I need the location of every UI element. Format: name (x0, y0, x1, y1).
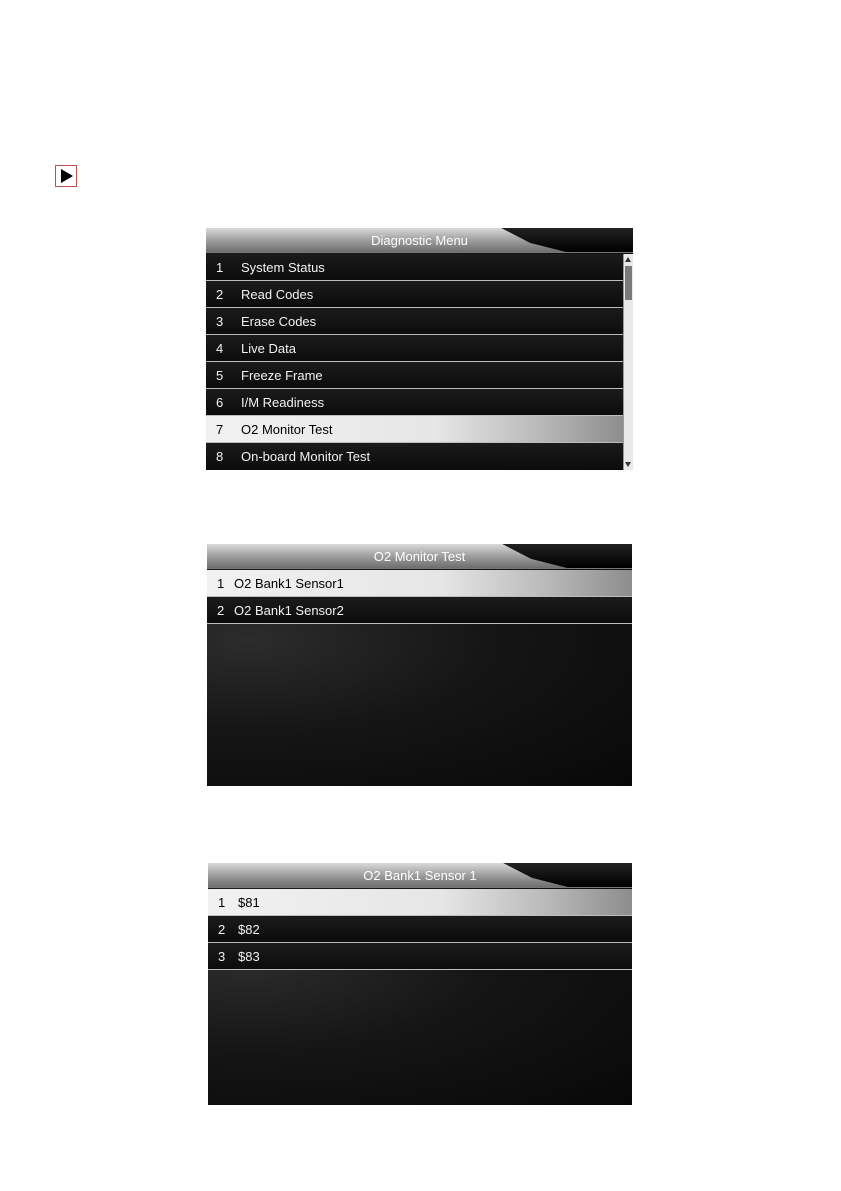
item-label: $81 (238, 895, 260, 910)
item-number: 3 (218, 949, 226, 964)
item-number: 2 (217, 603, 225, 618)
item-number: 1 (217, 576, 225, 591)
item-label: Read Codes (241, 287, 314, 302)
menu-item[interactable] (206, 362, 624, 389)
scroll-thumb[interactable] (625, 266, 632, 300)
title-bar (208, 863, 632, 888)
item-label: $82 (238, 922, 260, 937)
item-number: 1 (218, 895, 226, 910)
item-label: O2 Bank1 Sensor2 (234, 603, 344, 618)
item-label: On-board Monitor Test (241, 449, 371, 464)
menu-item[interactable] (206, 335, 624, 362)
menu-item-selected[interactable] (206, 416, 624, 443)
diagnostic-menu-screen (206, 228, 633, 470)
title-bar (207, 544, 632, 569)
screen-title: Diagnostic Menu (371, 233, 468, 248)
menu-item[interactable] (208, 943, 632, 970)
item-number: 2 (216, 287, 224, 302)
o2-monitor-test-screen (207, 544, 632, 786)
item-number: 3 (216, 314, 224, 329)
item-label: Live Data (241, 341, 296, 356)
o2-bank1-sensor1-screen (208, 863, 632, 1105)
item-number: 2 (218, 922, 226, 937)
scroll-up-arrow-icon[interactable] (625, 257, 631, 262)
menu-item[interactable] (206, 254, 624, 281)
item-number: 7 (216, 422, 224, 437)
item-number: 6 (216, 395, 224, 410)
item-label: Freeze Frame (241, 368, 323, 383)
item-label: System Status (241, 260, 325, 275)
menu-item-selected[interactable] (207, 570, 632, 597)
item-number: 8 (216, 449, 224, 464)
title-bar (206, 228, 633, 253)
menu-item[interactable] (206, 308, 624, 335)
item-label: I/M Readiness (241, 395, 325, 410)
screen-title: O2 Bank1 Sensor 1 (363, 868, 477, 883)
item-label: Erase Codes (241, 314, 317, 329)
menu-item[interactable] (207, 597, 632, 624)
item-number: 5 (216, 368, 224, 383)
menu-item[interactable] (206, 281, 624, 308)
item-number: 1 (216, 260, 224, 275)
scroll-down-arrow-icon[interactable] (625, 462, 631, 467)
item-label: O2 Monitor Test (241, 422, 333, 437)
item-label: $83 (238, 949, 260, 964)
bullet-arrow-icon (55, 165, 77, 187)
scrollbar[interactable] (623, 254, 633, 470)
screen-title: O2 Monitor Test (373, 549, 466, 564)
item-label: O2 Bank1 Sensor1 (234, 576, 344, 591)
menu-item-selected[interactable] (208, 889, 632, 916)
menu-item[interactable] (208, 916, 632, 943)
menu-item[interactable] (206, 443, 624, 469)
item-number: 4 (216, 341, 224, 356)
menu-item[interactable] (206, 389, 624, 416)
